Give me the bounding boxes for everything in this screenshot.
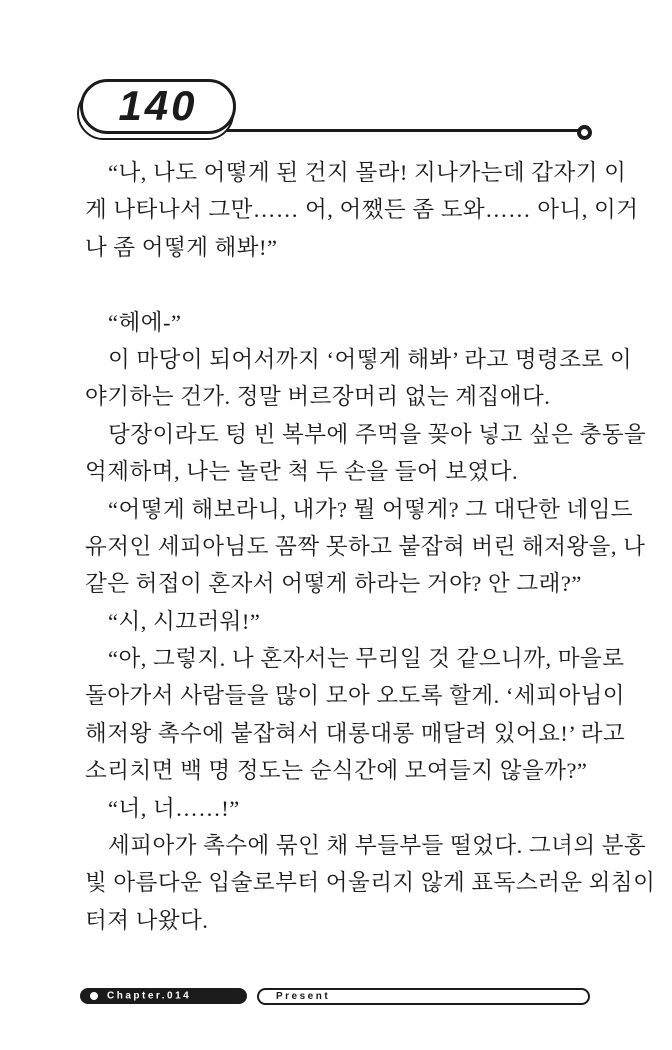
text-line: “아, 그렇지. 나 혼자서는 무리일 것 같으니까, 마을로 xyxy=(108,646,625,672)
text-line: “시, 시끄러워!” xyxy=(108,608,261,634)
text-line: 돌아가서 사람들을 많이 모아 오도록 할게. ‘세피아님이 xyxy=(85,683,626,709)
chapter-badge xyxy=(80,988,247,1004)
body-text xyxy=(85,154,656,939)
text-line: “너, 너……!” xyxy=(108,795,240,821)
text-line: 이 마당이 되어서까지 ‘어떻게 해봐’ 라고 명령조로 이 xyxy=(108,346,633,372)
text-line: 나 좀 어떻게 해봐!” xyxy=(85,234,278,260)
text-line: 해저왕 촉수에 붙잡혀서 대롱대롱 매달려 있어요!’ 라고 xyxy=(85,720,626,746)
text-line: 유저인 세피아님도 꼼짝 못하고 붙잡혀 버린 해저왕을, 나 xyxy=(85,533,646,559)
text-line: 빛 아름다운 입술로부터 어울리지 않게 표독스러운 외침이 xyxy=(85,870,656,896)
present-badge xyxy=(257,988,590,1005)
text-line: “어떻게 해보라니, 내가? 뭘 어떻게? 그 대단한 네임드 xyxy=(108,496,634,522)
text-line: 게 나타나서 그만…… 어, 어쨌든 좀 도와…… 아니, 이거 xyxy=(85,197,639,223)
text-line: 소리치면 백 명 정도는 순식간에 모여들지 않을까?” xyxy=(85,758,588,784)
header-rule-line xyxy=(226,129,578,132)
bullet-dot-icon xyxy=(90,992,98,1000)
text-line: 터져 나왔다. xyxy=(85,907,209,933)
present-label: Present xyxy=(276,991,331,1002)
page-number: 140 xyxy=(118,81,198,129)
text-line: “나, 나도 어떻게 된 건지 몰라! 지나가는데 갑자기 이 xyxy=(108,160,627,185)
text-line: 야기하는 건가. 정말 버르장머리 없는 계집애다. xyxy=(85,384,551,410)
header-rule-end-dot-icon xyxy=(577,125,592,140)
chapter-label: Chapter.014 xyxy=(107,990,192,1001)
page-number-badge xyxy=(80,79,236,134)
paragraph-spacer xyxy=(85,266,601,303)
text-line: 억제하며, 나는 놀란 척 두 손을 들어 보였다. xyxy=(85,459,519,485)
text-line: 당장이라도 텅 빈 복부에 주먹을 꽂아 넣고 싶은 충동을 xyxy=(108,421,647,447)
text-line: 같은 허접이 혼자서 어떻게 하라는 거야? 안 그래?” xyxy=(85,571,582,597)
text-line: 세피아가 촉수에 묶인 채 부들부들 떨었다. 그녀의 분홍 xyxy=(108,833,647,859)
text-line: “헤에-” xyxy=(108,309,182,335)
